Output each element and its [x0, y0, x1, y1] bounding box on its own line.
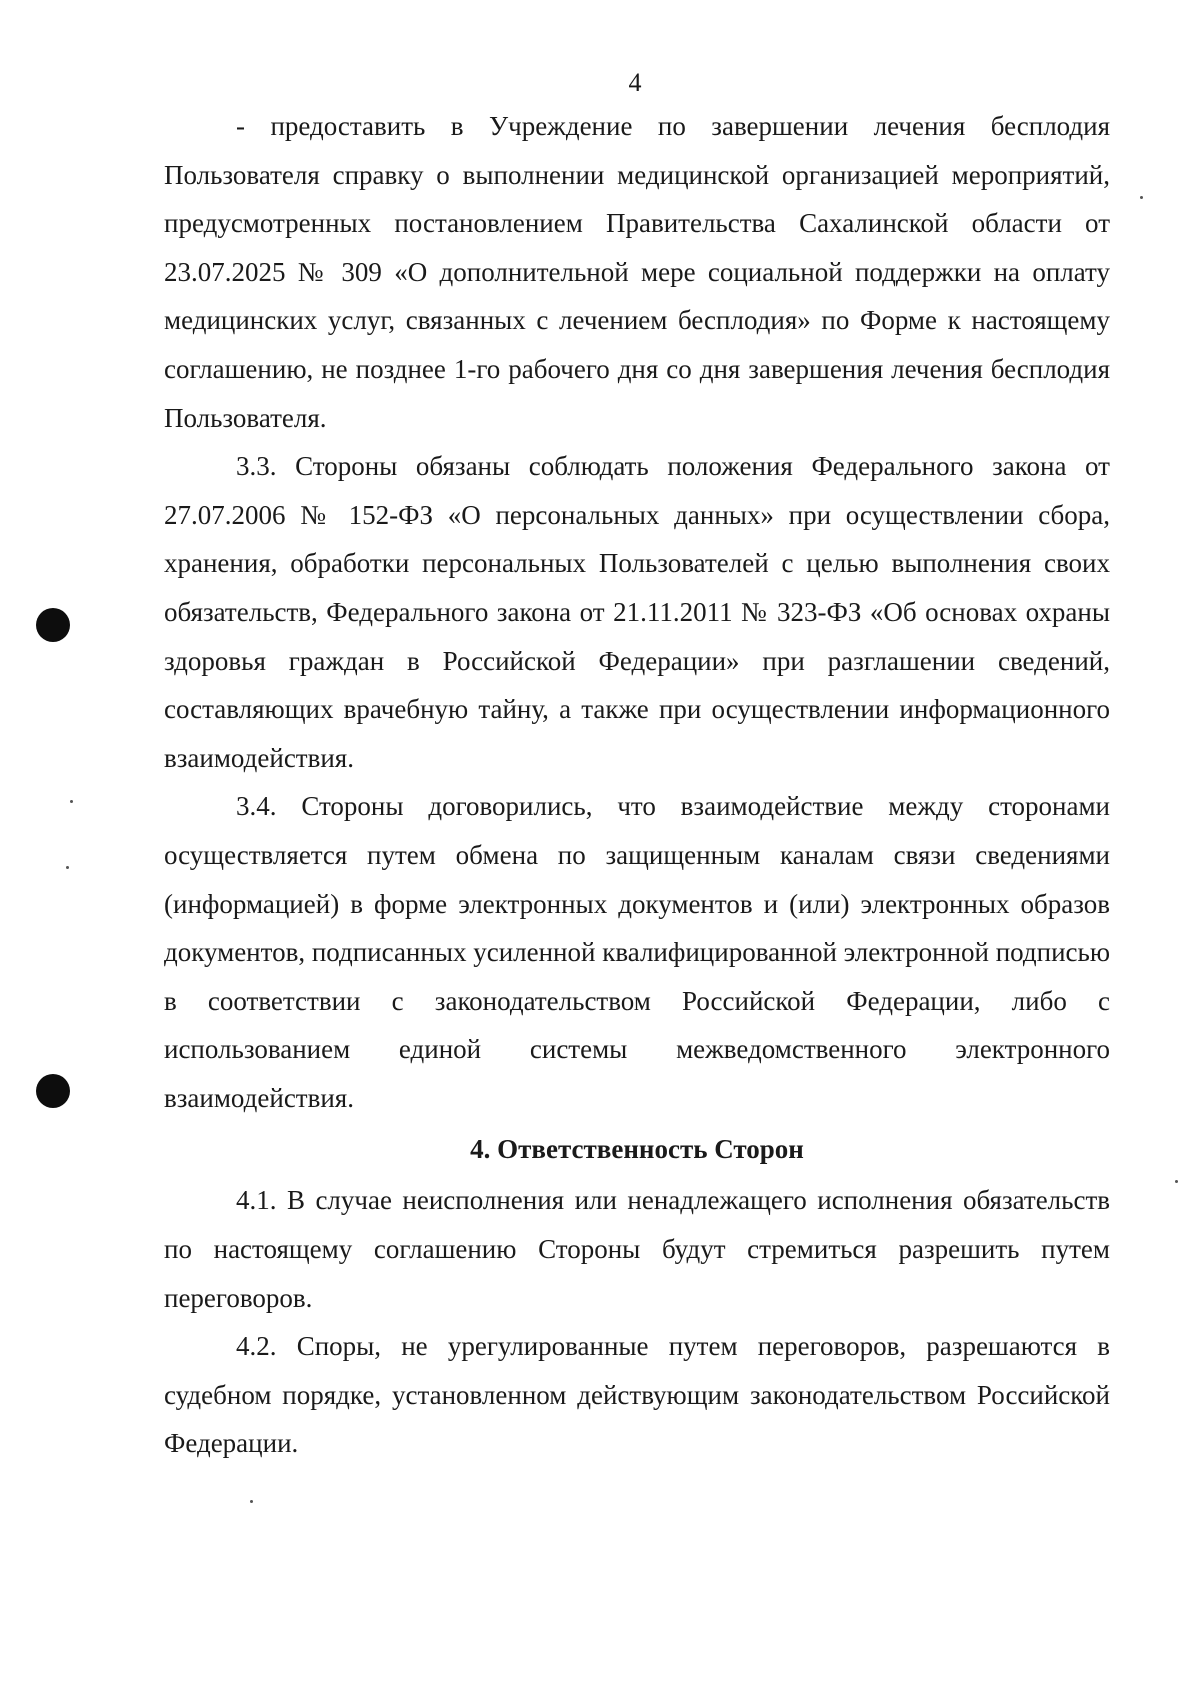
paragraph-obligation-certificate: - предоставить в Учреждение по завершении лечения бесплодия Пользователя справку о выполнении медицинской организацией мероприятий, предусмотренных постановлением Правительства Сахалинской области от 23.07.2025 № 309 «О дополнительной мере социальной поддержки на оплату медицинских услуг, связанных с лечением бесплодия» по Форме к настоящему соглашению, не позднее 1-го рабочего дня со дня завершения лечения бесплодия Пользователя.	[164, 111, 1110, 433]
page-number: 4	[628, 68, 642, 97]
scan-speck	[1140, 196, 1143, 199]
punch-hole-upper	[36, 608, 70, 642]
paragraph-4-1: 4.1. В случае неисполнения или ненадлежащего исполнения обязательств по настоящему соглашению Стороны будут стремиться разрешить путем переговоров.	[164, 1185, 1110, 1313]
scan-speck	[250, 1500, 253, 1503]
scan-speck	[66, 866, 69, 869]
scan-speck	[70, 800, 73, 803]
paragraph-4-2: 4.2. Споры, не урегулированные путем переговоров, разрешаются в судебном порядке, установленном действующим законодательством Российской Федерации.	[164, 1331, 1110, 1459]
punch-hole-lower	[36, 1074, 70, 1108]
document-body	[164, 102, 1110, 1468]
scan-speck	[1175, 1180, 1178, 1183]
section-heading-responsibility: 4. Ответственность Сторон	[470, 1134, 804, 1165]
paragraph-3-4: 3.4. Стороны договорились, что взаимодействие между сторонами осуществляется путем обмена по защищенным каналам связи сведениями (информацией) в форме электронных документов и (или) электронных образов документов, подписанных усиленной квалифицированной электронной подписью в соответствии с законодательством Российской Федерации, либо с использованием единой системы межведомственного электронного взаимодействия.	[164, 791, 1111, 1113]
paragraph-3-3: 3.3. Стороны обязаны соблюдать положения Федерального закона от 27.07.2006 № 152-ФЗ «О персональных данных» при осуществлении сбора, хранения, обработки персональных Пользователей с целью выполнения своих обязательств, Федерального закона от 21.11.2011 № 323-ФЗ «Об основах охраны здоровья граждан в Российской Федерации» при разглашении сведений, составляющих врачебную тайну, а также при осуществлении информационного взаимодействия.	[164, 451, 1110, 773]
